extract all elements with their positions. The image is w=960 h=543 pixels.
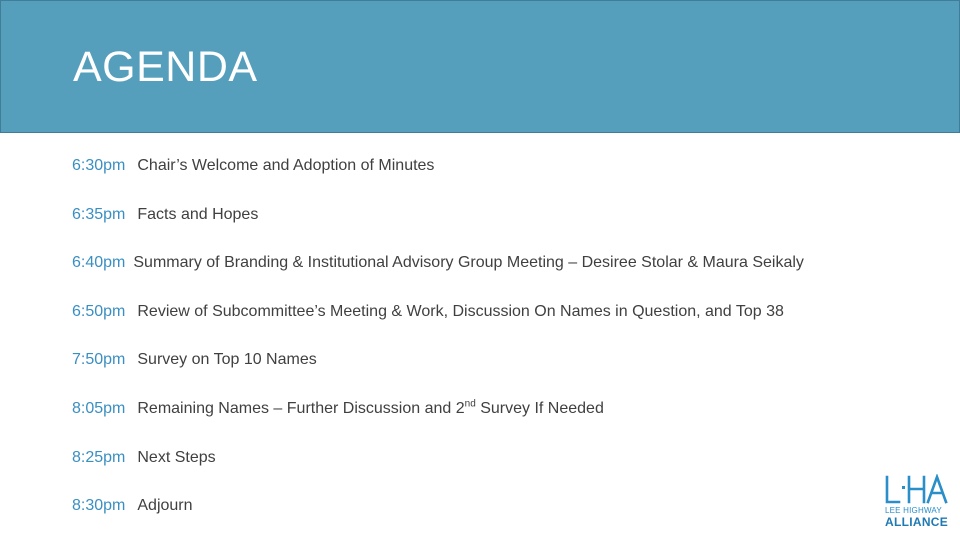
agenda-description: Chair’s Welcome and Adoption of Minutes xyxy=(137,157,435,174)
agenda-time: 6:50pm xyxy=(72,302,126,320)
agenda-description: Summary of Branding & Institutional Advisory Group Meeting – Desiree Stolar & Maura Seikaly xyxy=(133,254,804,272)
agenda-list xyxy=(72,154,804,543)
lha-logo-mark xyxy=(884,474,950,506)
slide-title: AGENDA xyxy=(73,43,258,91)
title-banner xyxy=(0,0,960,133)
agenda-time: 6:35pm xyxy=(72,205,126,223)
agenda-description: Adjourn xyxy=(137,497,193,515)
agenda-description: Review of Subcommittee’s Meeting & Work, Discussion On Names in Question, and Top 38 xyxy=(137,302,784,320)
agenda-description: Next Steps xyxy=(137,448,216,466)
agenda-item xyxy=(72,251,804,300)
logo-wordmark: ALLIANCE xyxy=(885,515,949,529)
agenda-item xyxy=(72,203,804,252)
agenda-description: Survey on Top 10 Names xyxy=(137,351,317,369)
agenda-time: 8:25pm xyxy=(72,448,126,466)
agenda-item xyxy=(72,446,804,495)
agenda-description-part: Survey If Needed xyxy=(475,399,604,417)
logo-subtitle: LEE HIGHWAY xyxy=(885,506,942,515)
agenda-time: 8:05pm xyxy=(72,399,126,417)
lha-logo xyxy=(884,474,950,530)
agenda-item xyxy=(72,300,804,349)
agenda-time: 8:30pm xyxy=(72,497,126,515)
agenda-description xyxy=(137,400,603,417)
agenda-item xyxy=(72,348,804,397)
agenda-time: 6:30pm xyxy=(72,157,126,174)
agenda-description-part: Remaining Names – Further Discussion and 2 xyxy=(137,399,465,417)
agenda-time: 7:50pm xyxy=(72,351,126,369)
agenda-item xyxy=(72,397,804,446)
agenda-item xyxy=(72,154,804,203)
ordinal-superscript: nd xyxy=(464,398,476,410)
agenda-time: 6:40pm xyxy=(72,254,126,272)
agenda-description: Facts and Hopes xyxy=(137,205,259,223)
agenda-item xyxy=(72,494,804,543)
